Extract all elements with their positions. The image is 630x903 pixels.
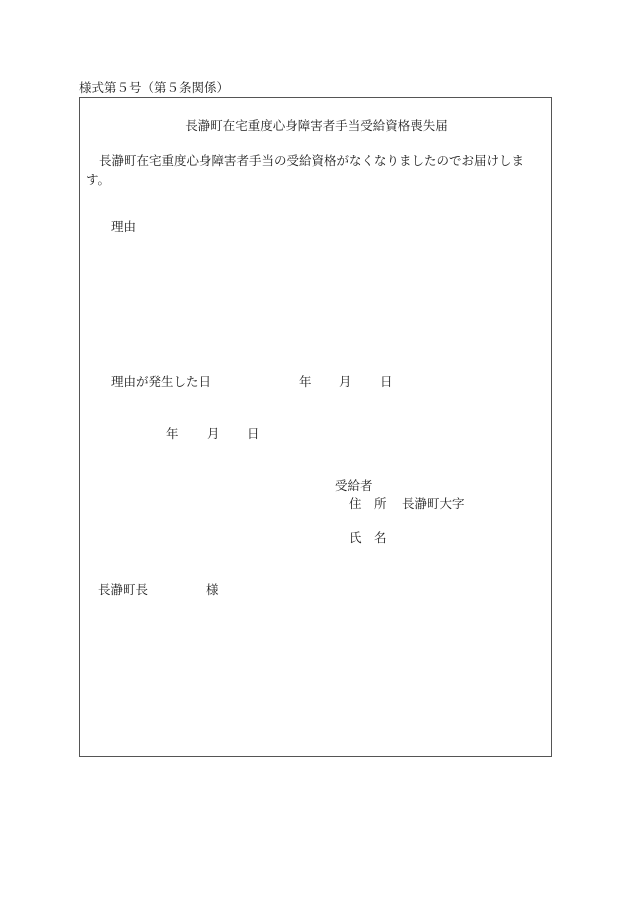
form-frame [79,97,552,757]
submission-year-label: 年 [166,426,179,441]
occurrence-date-label: 理由が発生した日 [111,374,212,389]
statement-text: 長瀞町在宅重度心身障害者手当の受給資格がなくなりましたのでお届けします。 [86,153,525,187]
submission-day-label: 日 [247,426,260,441]
form-number: 様式第５号（第５条関係） [79,80,230,95]
addressee-mayor: 長瀞町長 [98,582,149,597]
address-label: 住 所 [349,496,387,511]
name-label: 氏 名 [349,530,387,545]
address-value: 長瀞町大字 [402,496,465,511]
recipient-label: 受給者 [335,478,373,493]
form-title: 長瀞町在宅重度心身障害者手当受給資格喪失届 [185,118,448,133]
occurrence-month-label: 月 [339,374,352,389]
occurrence-day-label: 日 [380,374,393,389]
occurrence-year-label: 年 [299,374,312,389]
addressee-honorific: 様 [206,582,219,597]
reason-label: 理由 [111,219,137,234]
submission-month-label: 月 [207,426,220,441]
